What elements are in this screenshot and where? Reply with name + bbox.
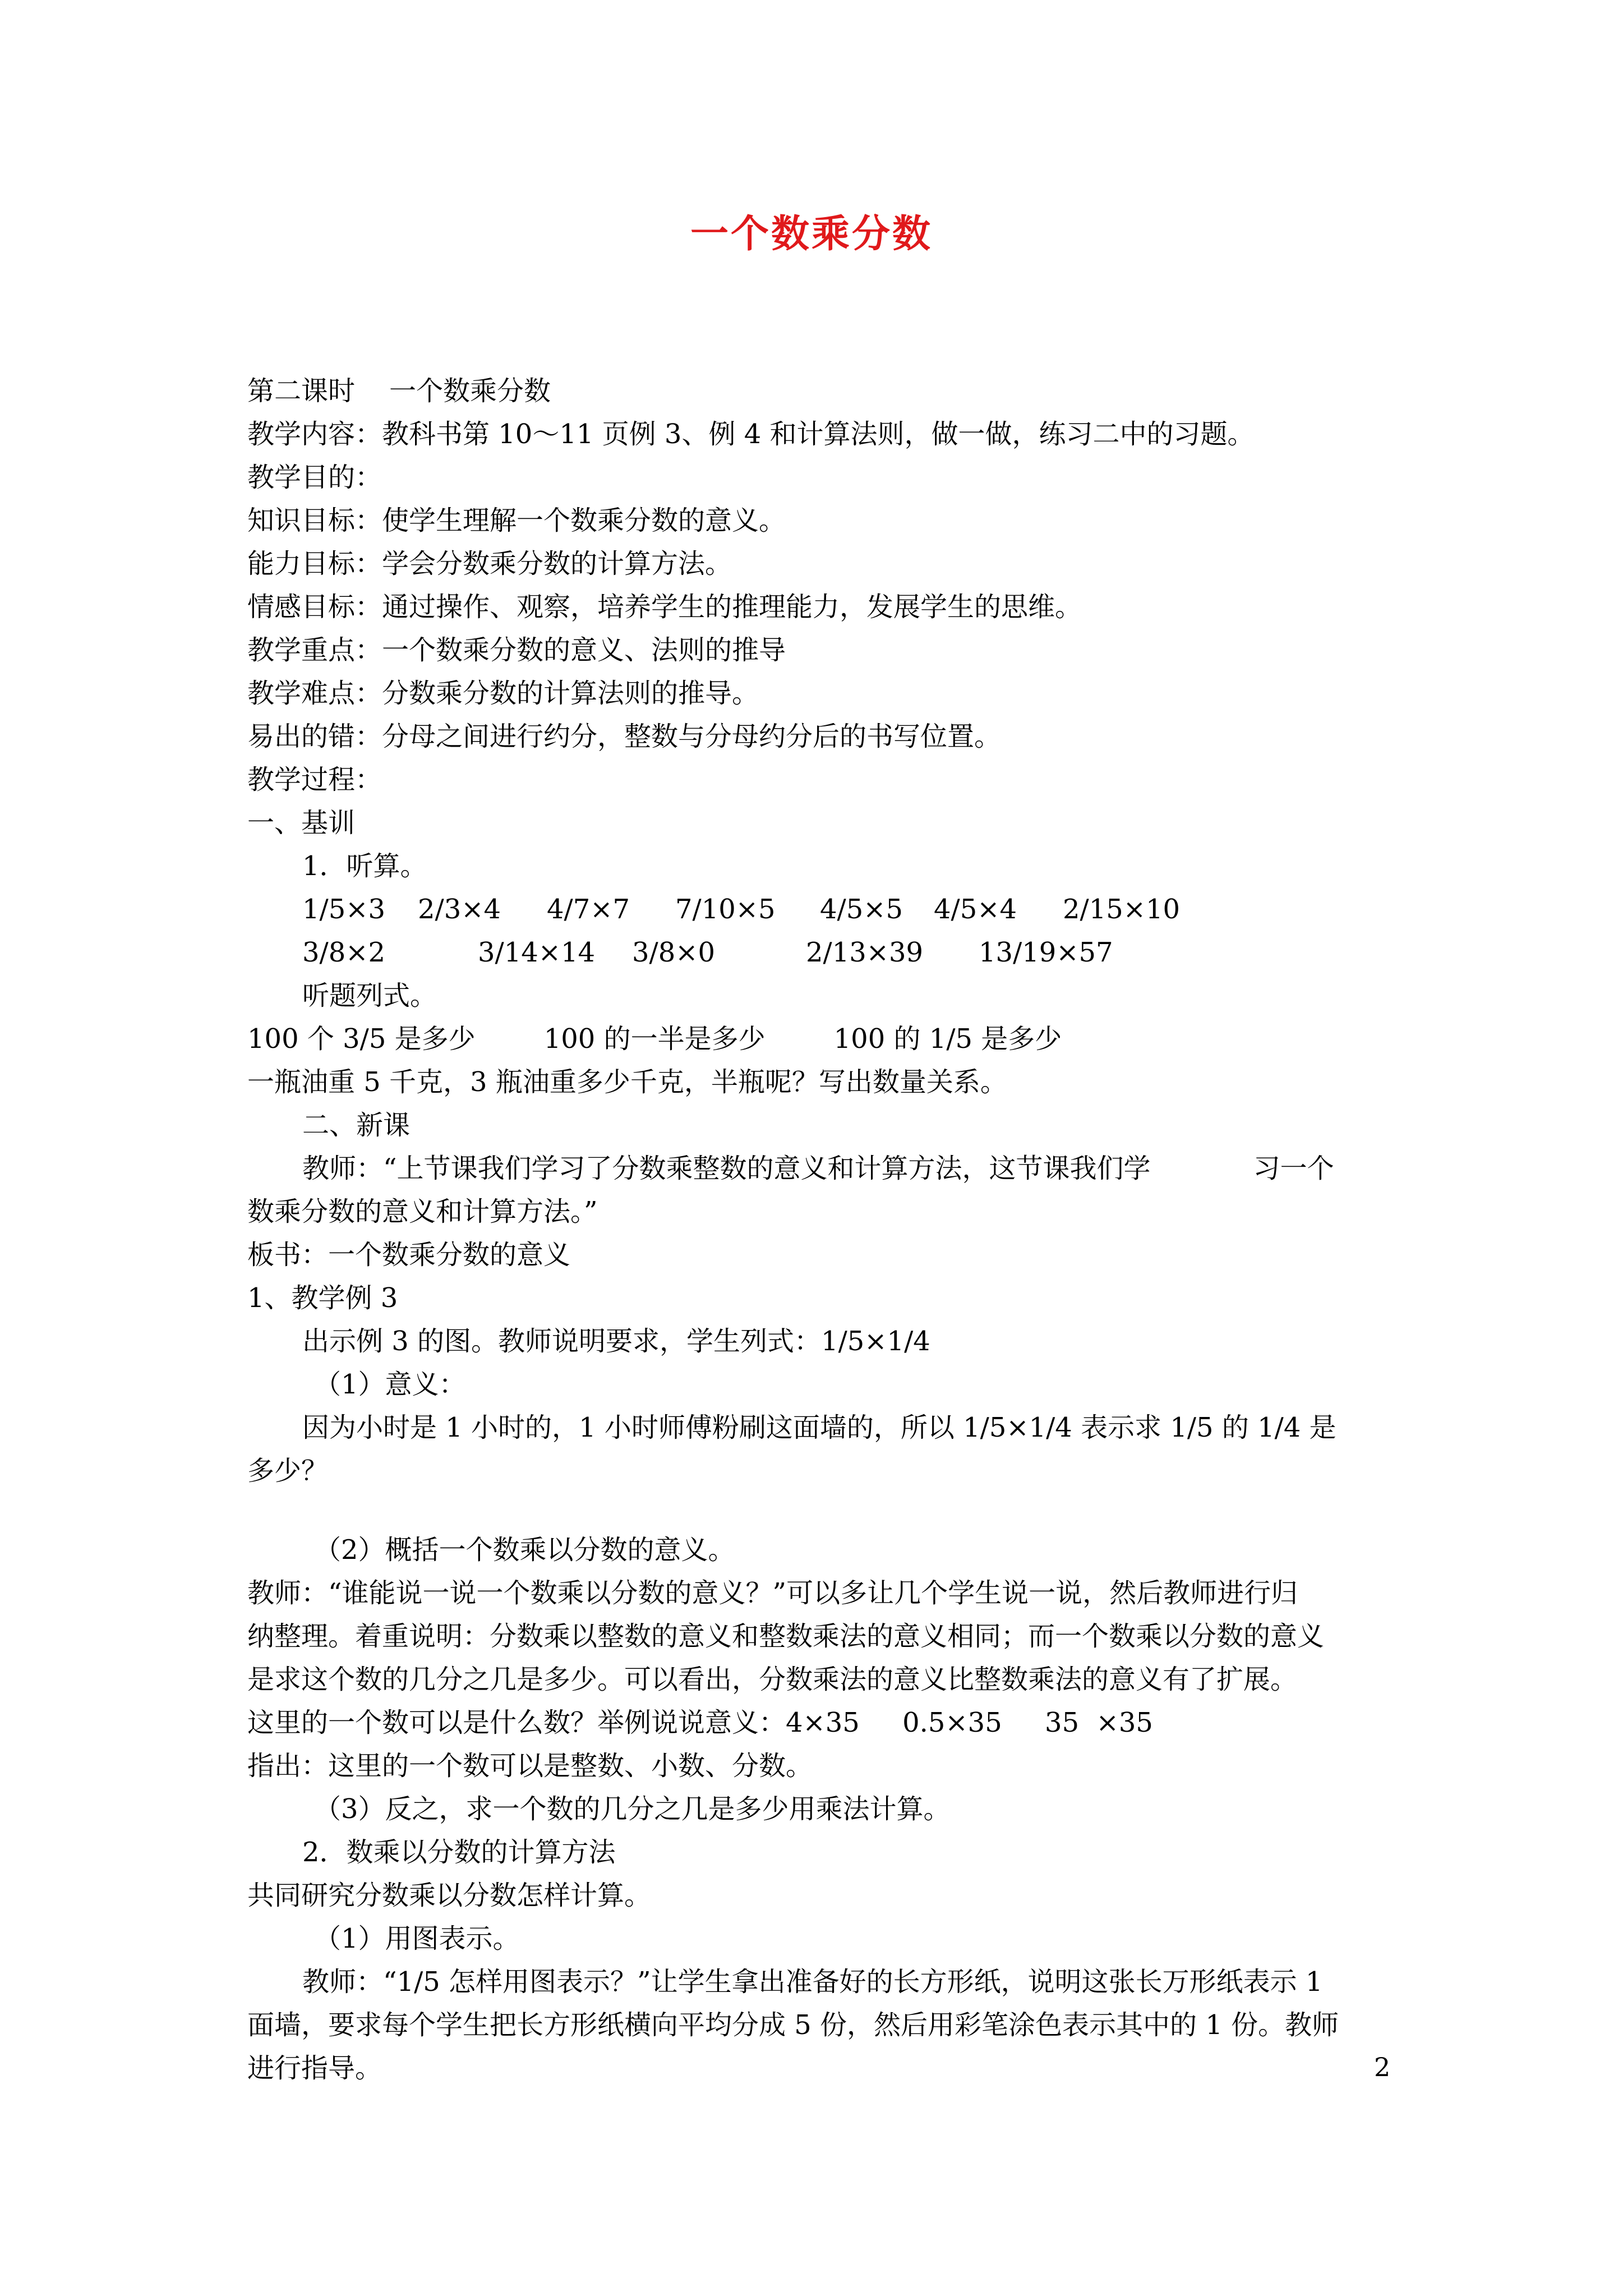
summary-line2: 纳整理。着重说明：分数乘以整数的意义和整数乘法的意义相同；而一个数乘以分数的意义 (247, 1621, 1325, 1652)
teaching-process-label: 教学过程： (247, 764, 382, 795)
method-heading: 2．数乘以分数的计算方法 (302, 1837, 616, 1868)
examples-line: 这里的一个数可以是什么数？举例说说意义：4×35 0.5×35 35 ×35 (247, 1707, 1153, 1738)
calc-item: 2/15×10 (1063, 894, 1181, 925)
calc-item: 4/5×5 (820, 894, 903, 925)
document-title: 一个数乘分数 (690, 211, 933, 256)
calc-item: 2/3×4 (418, 894, 501, 925)
common-errors: 易出的错：分母之间进行约分，整数与分母约分后的书写位置。 (247, 721, 1002, 752)
calc-item: 1/5×3 (302, 894, 386, 925)
summary-line1: 教师：“谁能说一说一个数乘以分数的意义？”可以多让几个学生说一说，然后教师进行归 (247, 1577, 1298, 1609)
teaching-content: 教学内容：教科书第 10～11 页例 3、例 4 和计算法则，做一做，练习二中的习题。 (247, 418, 1255, 450)
teacher-intro-line1: 教师：“上节课我们学习了分数乘整数的意义和计算方法，这节课我们学 习一个 (302, 1153, 1334, 1184)
ability-goal: 能力目标：学会分数乘分数的计算方法。 (247, 548, 732, 579)
section-new-lesson: 二、新课 (302, 1110, 411, 1141)
meaning-label: （1）意义： (314, 1369, 466, 1400)
calc-item: 3/14×14 (478, 937, 596, 968)
teaching-difficulty: 教学难点：分数乘分数的计算法则的推导。 (247, 678, 759, 709)
page-number: 2 (1374, 2052, 1391, 2082)
example-3-formula: 出示例 3 的图。教师说明要求，学生列式：1/5×1/4 (302, 1326, 930, 1357)
oil-question: 一瓶油重 5 千克，3 瓶油重多少千克，半瓶呢？写出数量关系。 (247, 1066, 1007, 1098)
point-out-line: 指出：这里的一个数可以是整数、小数、分数。 (247, 1750, 813, 1782)
teaching-purpose-label: 教学目的： (247, 462, 382, 493)
converse-line: （3）反之，求一个数的几分之几是多少用乘法计算。 (314, 1793, 951, 1825)
knowledge-goal: 知识目标：使学生理解一个数乘分数的意义。 (247, 505, 786, 536)
listen-calc-heading: 1．听算。 (302, 850, 427, 882)
diagram-label: （1）用图表示。 (314, 1923, 520, 1954)
calc-item: 4/5×4 (934, 894, 1017, 925)
section-basic-training: 一、基训 (247, 807, 356, 839)
summary-line3: 是求这个数的几分之几是多少。可以看出，分数乘法的意义比整数乘法的意义有了扩展。 (247, 1664, 1298, 1695)
summary-heading: （2）概括一个数乘以分数的意义。 (314, 1534, 735, 1566)
calc-item: 3/8×2 (302, 937, 386, 968)
calc-item: 4/7×7 (547, 894, 630, 925)
example-3-heading: 1、教学例 3 (247, 1282, 398, 1314)
blackboard-heading: 板书：一个数乘分数的意义 (247, 1239, 571, 1271)
meaning-line2: 多少？ (247, 1455, 329, 1487)
teacher-intro-line2: 数乘分数的意义和计算方法。” (247, 1196, 598, 1227)
calc-item: 3/8×0 (632, 937, 716, 968)
meaning-line1: 因为小时是 1 小时的，1 小时师傅粉刷这面墙的，所以 1/5×1/4 表示求 1/5 的 1/4 是 (302, 1412, 1336, 1443)
teaching-focus: 教学重点：一个数乘分数的意义、法则的推导 (247, 634, 786, 666)
calc-item: 13/19×57 (979, 937, 1113, 968)
method-intro: 共同研究分数乘以分数怎样计算。 (247, 1880, 652, 1911)
diagram-line3: 进行指导。 (247, 2053, 382, 2084)
lesson-heading: 第二课时 一个数乘分数 (247, 375, 551, 407)
calc-item: 7/10×5 (675, 894, 776, 925)
diagram-line1: 教师：“1/5 怎样用图表示？”让学生拿出准备好的长方形纸，说明这张长万形纸表示 1 (302, 1966, 1323, 1998)
emotion-goal: 情感目标：通过操作、观察，培养学生的推理能力，发展学生的思维。 (247, 591, 1082, 623)
diagram-line2: 面墙，要求每个学生把长方形纸横向平均分成 5 份，然后用彩笔涂色表示其中的 1 份。教师 (247, 2009, 1339, 2041)
oral-questions: 100 个 3/5 是多少 100 的一半是多少 100 的 1/5 是多少 (247, 1023, 1062, 1055)
calc-item: 2/13×39 (806, 937, 924, 968)
listen-formula-heading: 听题列式。 (302, 980, 437, 1011)
